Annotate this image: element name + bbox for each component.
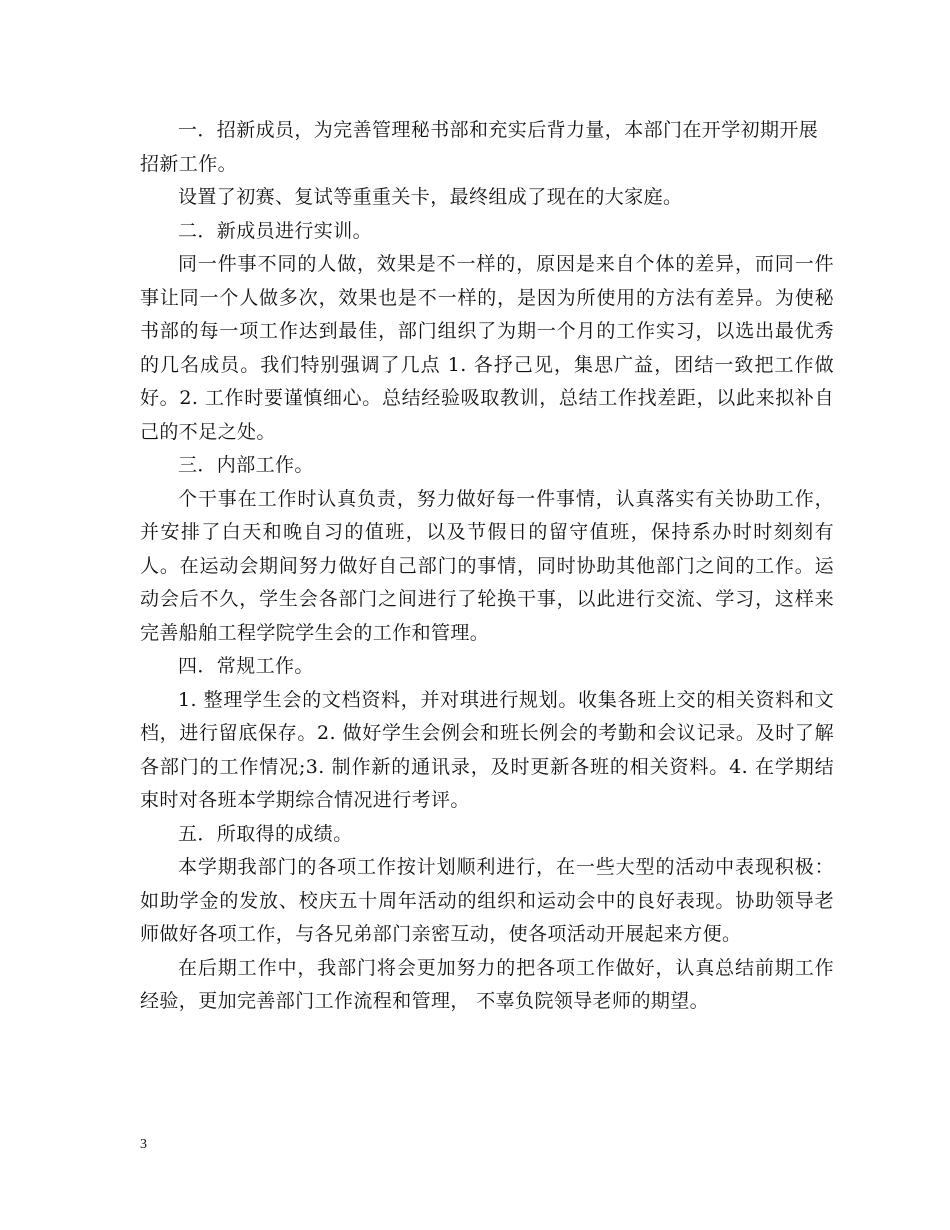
paragraph-future-plan: 在后期工作中，我部门将会更加努力的把各项工作做好，认真总结前期工作经验，更加完善部门工作流程和管理， 不辜负院领导老师的期望。 — [140, 956, 834, 1012]
section-heading-routine-work: 四．常规工作。 — [178, 655, 314, 677]
paragraph-recruitment-detail: 设置了初赛、复试等重重关卡，最终组成了现在的大家庭。 — [178, 186, 683, 208]
paragraph-achievements-detail: 本学期我部门的各项工作按计划顺利进行，在一些大型的活动中表现积极：如助学金的发放、校庆五十周年活动的组织和运动会中的良好表现。协助领导老师做好各项工作，与各兄弟部门亲密互动，使各项活动开展起来方便。 — [140, 856, 834, 945]
document-body — [140, 114, 834, 1019]
section-heading-internal-work: 三．内部工作。 — [178, 454, 314, 476]
page-number: 3 — [140, 1137, 147, 1152]
paragraph-training-detail: 同一件事不同的人做，效果是不一样的，原因是来自个体的差异，而同一件事让同一个人做多次，效果也是不一样的，是因为所使用的方法有差异。为使秘书部的每一项工作达到最佳，部门组织了为期一个月的工作实习，以选出最优秀的几名成员。我们特别强调了几点 1. 各抒己见，集思广益，团结一致把工作做好。2. 工作时要谨慎细心。总结经验吸取教训，总结工作找差距，以此来拟补自己的不足之处。 — [140, 253, 834, 443]
section-heading-training: 二．新成员进行实训。 — [178, 219, 373, 242]
paragraph-internal-work-detail: 个干事在工作时认真负责，努力做好每一件事情，认真落实有关协助工作，并安排了白天和晚自习的值班，以及节假日的留守值班，保持系办时时刻刻有人。在运动会期间努力做好自己部门的事情，同时协助其他部门之间的工作。运动会后不久，学生会各部门之间进行了轮换干事，以此进行交流、学习，这样来完善船舶工程学院学生会的工作和管理。 — [140, 487, 834, 644]
section-heading-recruitment: 一．招新成员，为完善管理秘书部和充实后背力量，本部门在开学初期开展招新工作。 — [140, 119, 819, 175]
paragraph-routine-work-detail: 1. 整理学生会的文档资料，并对琪进行规划。收集各班上交的相关资料和文档，进行留底保存。2. 做好学生会例会和班长例会的考勤和会议记录。及时了解各部门的工作情况;3. 制作新的通讯录，及时更新各班的相关资料。4. 在学期结束时对各班本学期综合情况进行考评。 — [140, 688, 834, 811]
section-heading-achievements: 五．所取得的成绩。 — [178, 822, 353, 845]
